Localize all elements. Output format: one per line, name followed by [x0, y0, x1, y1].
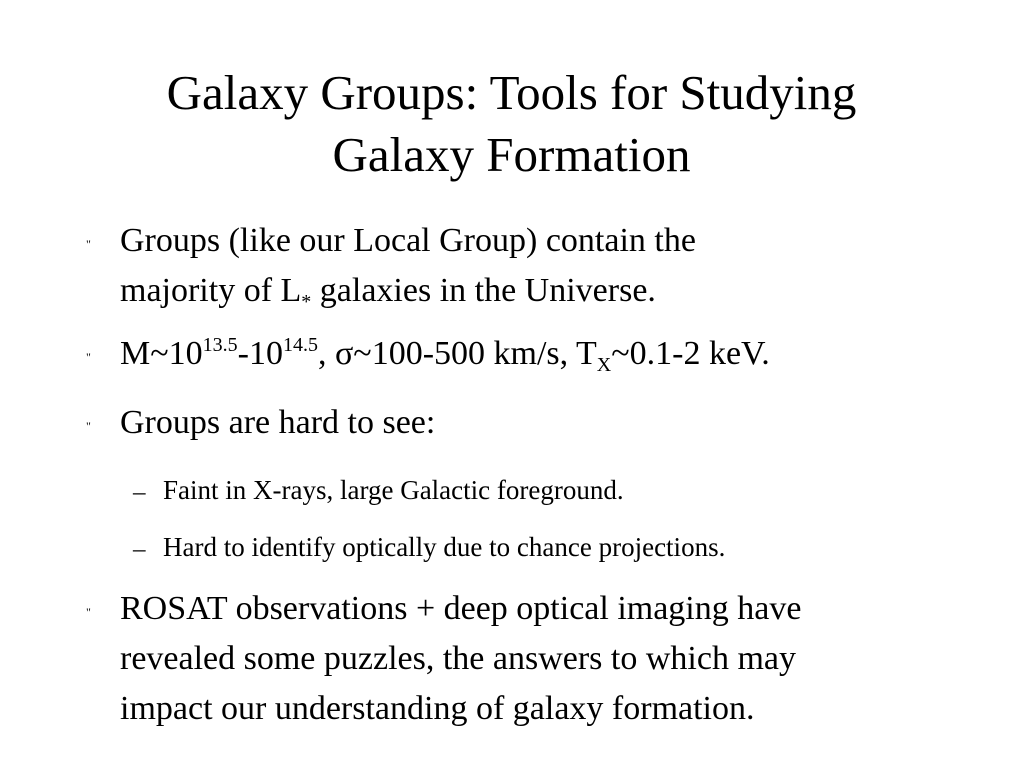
bullet-1-line-1: Groups (like our Local Group) contain the [120, 222, 696, 259]
bullet-4-line-2: revealed some puzzles, the answers to which may [120, 640, 796, 677]
bullet-groups-majority [120, 216, 696, 316]
title-line-2: Galaxy Formation [332, 127, 691, 182]
mass-exp-high: 14.5 [282, 334, 318, 356]
bullet-marker: " [86, 605, 91, 619]
slide-title [60, 62, 963, 186]
bullet-4-line-1: ROSAT observations + deep optical imaging have [120, 590, 802, 627]
bullet-mass-dispersion [120, 329, 770, 379]
bullet-rosat [120, 584, 801, 734]
title-line-1: Galaxy Groups: Tools for Studying [166, 65, 857, 120]
temp-text: ~0.1-2 keV. [611, 335, 770, 372]
bullet-1-text-end: galaxies in the Universe. [311, 272, 656, 309]
bullet-hard-to-see [120, 398, 435, 448]
sub-bullet-xray: Faint in X-rays, large Galactic foreground. [163, 475, 624, 505]
bullet-marker: " [86, 350, 91, 364]
sigma-text: , σ~100-500 km/s, T [317, 335, 597, 372]
bullet-marker: " [86, 419, 91, 433]
bullet-1-text: majority of L [120, 272, 302, 309]
l-star-subscript: * [301, 291, 312, 313]
mass-dash: -10 [237, 335, 283, 372]
mass-exp-low: 13.5 [202, 334, 238, 356]
bullet-1-line-2 [120, 266, 696, 316]
bullet-4-line-3: impact our understanding of galaxy formation. [120, 690, 755, 727]
sub-bullet-marker: – [133, 479, 146, 506]
bullet-3-line: Groups are hard to see: [120, 404, 436, 441]
sub-bullet-marker: – [133, 536, 146, 563]
mass-text: M~10 [120, 335, 203, 372]
bullet-marker: " [86, 237, 91, 251]
bullet-2-line [120, 329, 770, 379]
sub-bullet-optical: Hard to identify optically due to chance projections. [163, 532, 726, 562]
tx-subscript: X [596, 354, 612, 376]
